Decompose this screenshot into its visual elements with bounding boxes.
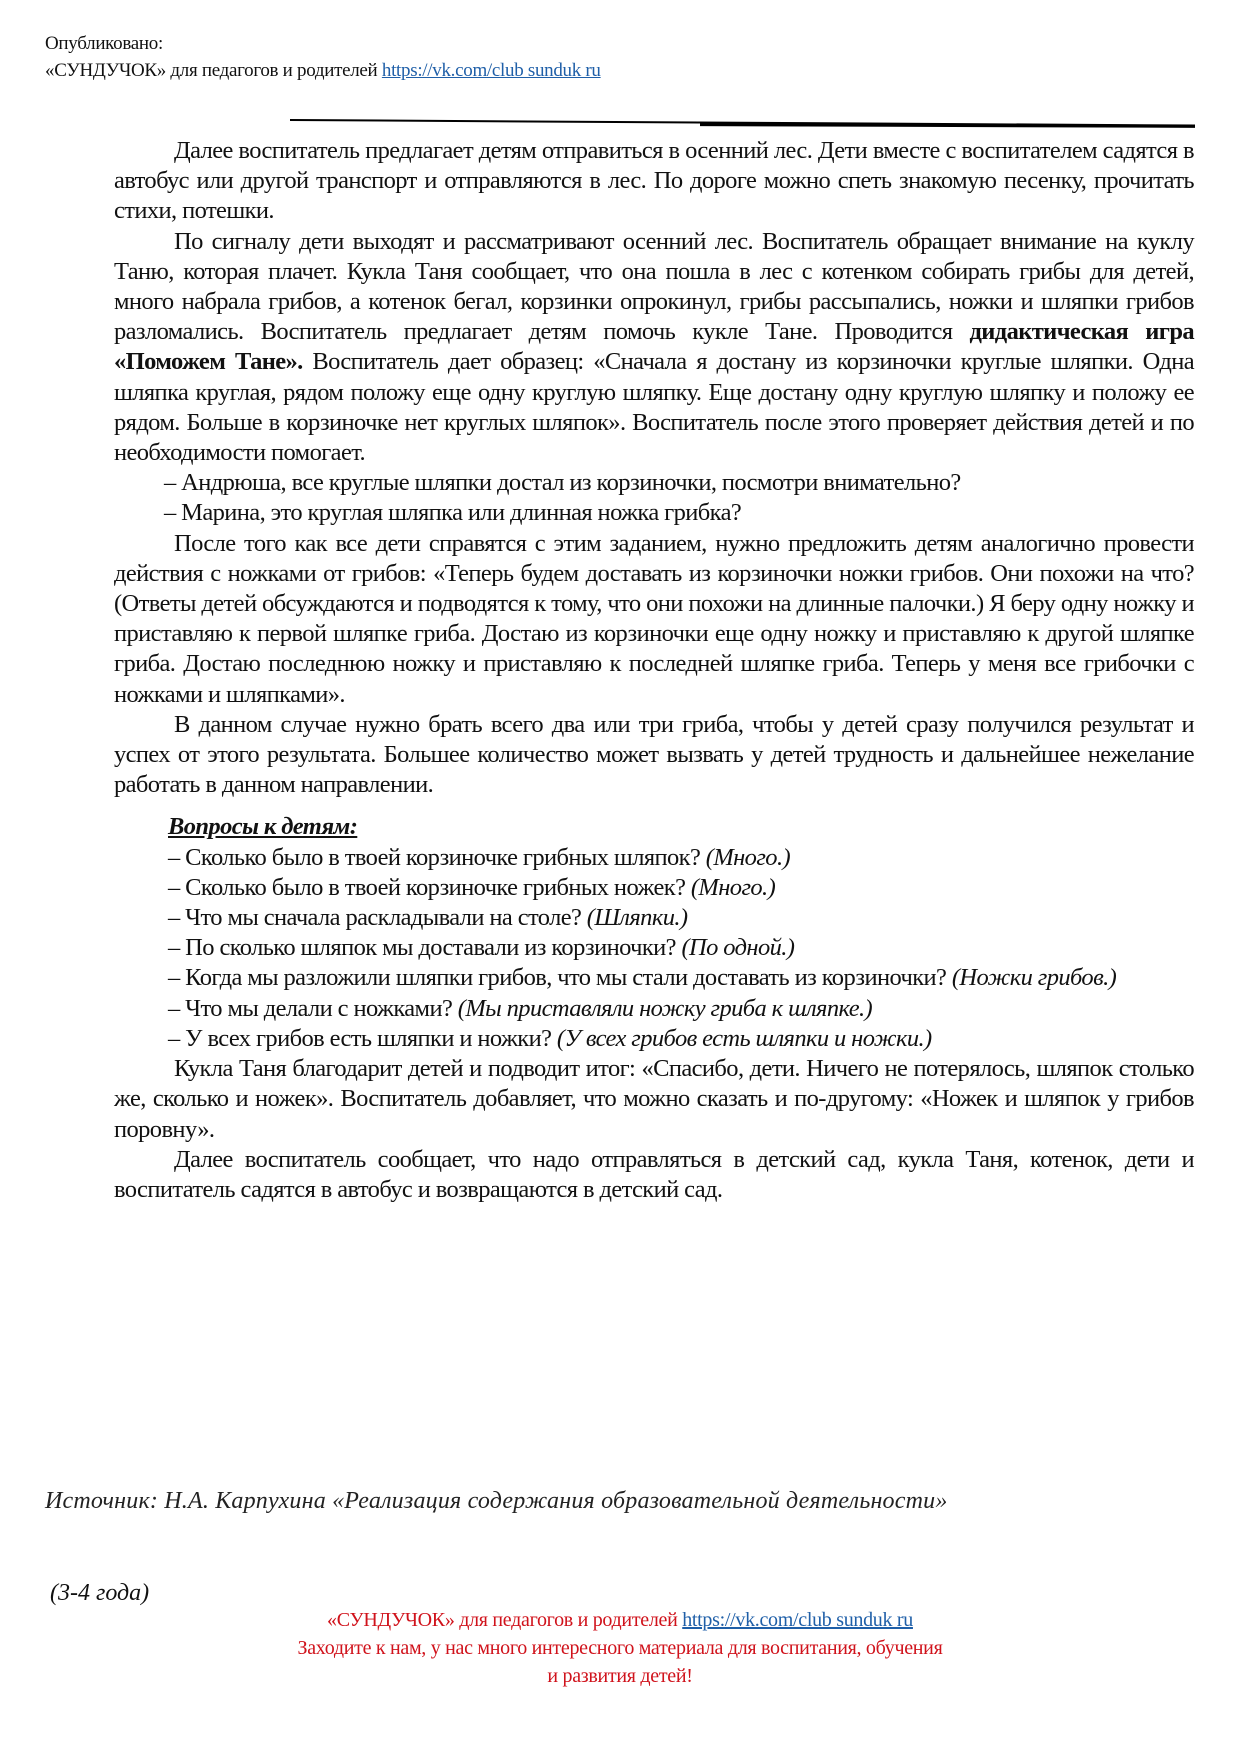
dialogue-line: – Марина, это круглая шляпка или длинная ножка грибка? [164,499,742,527]
vk-group-link[interactable]: https://vk.com/club sunduk ru [381,60,601,81]
question-item: – Когда мы разложили шляпки грибов, что мы стали доставать из корзиночки? (Ножки грибов.) [168,964,1117,992]
question-item: – Что мы сначала раскладывали на столе? (Шляпки.) [168,904,688,932]
footer-brand-line [0,1606,1240,1634]
lesson-text [114,136,1194,1205]
question-item: – Что мы делали с ножками? (Мы приставляли ножку гриба к шляпке.) [168,994,873,1022]
game-title: дидактическая игра «Поможем Тане». [114,318,1194,376]
published-label: Опубликовано: [45,33,163,54]
paragraph-note: В данном случае нужно брать всего два или три гриба, чтобы у детей сразу получился результат и успех от этого результата. Большее количество может вызвать у детей трудность и дальнейшее нежелание работать в данном направлении. [114,710,1194,799]
questions-heading: Вопросы к детям: [168,813,358,841]
paragraph-trip: Далее воспитатель предлагает детям отправиться в осенний лес. Дети вместе с воспитателем садятся в автобус или другой транспорт и отправляются в лес. По дороге можно спеть знакомую песенку, прочитать стихи, потешки. [114,137,1194,225]
publication-header [45,30,601,84]
age-group: (3-4 года) [50,1580,150,1606]
question-item: – По сколько шляпок мы доставали из корзиночки? (По одной.) [168,934,795,962]
paragraph-summary: Кукла Таня благодарит детей и подводит итог: «Спасибо, дети. Ничего не потерялось, шляпок столько же, сколько и ножек». Воспитатель добавляет, что можно сказать и по-другому: «Ножек и шляпок у грибов поровну». [114,1055,1194,1143]
source-citation: Источник: Н.А. Карпухина «Реализация содержания образовательной деятельности» [45,1488,948,1514]
paragraph-stems: После того как все дети справятся с этим заданием, нужно предложить детям аналогично провести действия с ножками от грибов: «Теперь будем доставать из корзиночки ножки грибов. Они похожи на что? (Ответы детей обсуждаются и подводятся к тому, что они похожи на длинные палочки.) Я беру одну ножку и приставляю к первой шляпке гриба. Достаю из корзиночки еще одну ножку и приставляю к другой шляпке гриба. Достаю последнюю ножку и приставляю к последней шляпке гриба. Теперь у меня все грибочки с ножками и шляпками». [114,529,1194,708]
footer-brand: «СУНДУЧОК» для педагогов и родителей [327,1609,678,1631]
footer-vk-link[interactable]: https://vk.com/club sunduk ru [682,1609,913,1631]
question-item: – У всех грибов есть шляпки и ножки? (У всех грибов есть шляпки и ножки.) [168,1024,932,1052]
footer-invite: Заходите к нам, у нас много интересного материала для воспитания, обучения [297,1637,943,1659]
question-item: – Сколько было в твоей корзиночке грибных ножек? (Много.) [168,873,776,901]
question-item: – Сколько было в твоей корзиночке грибных шляпок? (Много.) [168,843,791,871]
brand-name: «СУНДУЧОК» для педагогов и родителей [45,60,378,81]
paragraph-doll-tanya: По сигналу дети выходят и рассматривают осенний лес. Воспитатель обращает внимание на куклу Таню, которая плачет. Кукла Таня сообщает, что она пошла в лес с котенком собирать грибы для детей, много набрала грибов, а котенок бегал, корзинки опрокинул, грибы рассыпались, ножки и шляпки грибов разломались. Воспитатель предлагает детям помочь кукле Тане. Проводится дидактическая игра «Поможем Тане». Воспитатель дает образец: «Сначала я достану из корзиночки круглые шляпки. Одна шляпка круглая, рядом положу еще одну круглую шляпку. Еще достану одну круглую шляпку и положу ее рядом. Больше в корзиночке нет круглых шляпок». Воспитатель после этого проверяет действия детей и по необходимости помогает. [114,227,1194,467]
footer-invite-cont: и развития детей! [547,1665,693,1687]
header-divider-thick [700,123,1195,128]
paragraph-return: Далее воспитатель сообщает, что надо отправляться в детский сад, кукла Таня, котенок, дети и воспитатель садятся в автобус и возвращаются в детский сад. [114,1145,1194,1203]
brand-line [45,57,601,84]
footer-promo [0,1606,1240,1690]
dialogue-line: – Андрюша, все круглые шляпки достал из корзиночки, посмотри внимательно? [164,469,961,497]
